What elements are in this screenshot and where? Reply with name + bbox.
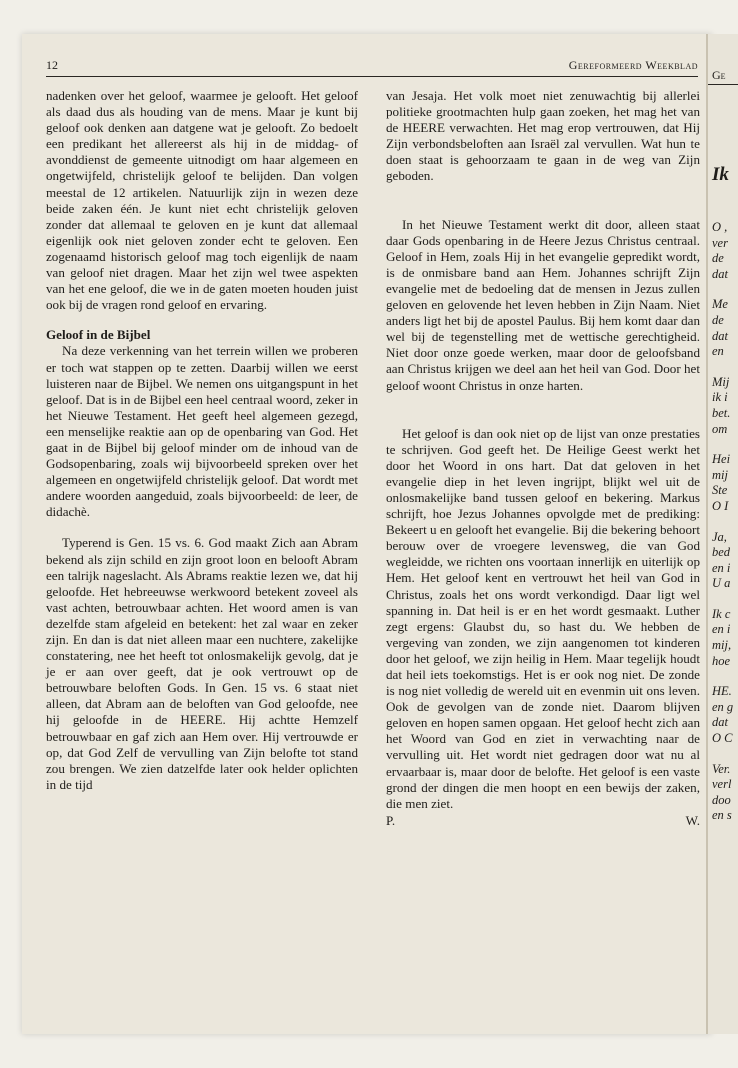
next-page-line: doo [712, 792, 731, 807]
next-page-line: Mij [712, 374, 730, 389]
signature-initial-left: P. [386, 812, 396, 828]
next-page-line: O , [712, 220, 728, 234]
magazine-name: Gereformeerd Weekblad [568, 58, 698, 72]
next-page-line: U a [712, 576, 731, 591]
section-heading: Geloof in de Bijbel [46, 327, 151, 343]
next-page-line: bet. [712, 405, 731, 420]
next-page-line [712, 360, 733, 375]
next-page-line: Hei [712, 452, 731, 467]
next-page-line: ver [712, 235, 728, 250]
next-page-line [712, 437, 733, 452]
next-page-line: Ja, [712, 529, 727, 544]
next-page-rule [708, 84, 738, 85]
next-page-line: en [712, 344, 724, 359]
next-page-line [712, 747, 733, 762]
left-column [46, 88, 358, 793]
next-page-line: HE. [712, 684, 732, 699]
page-header [46, 56, 698, 76]
header-rule [46, 76, 698, 77]
next-page-line: mij [712, 467, 728, 482]
signature-initial-right: W. [685, 812, 700, 828]
next-page-title: Ik [712, 164, 729, 185]
next-page-line: bed [712, 545, 731, 560]
next-page-line [712, 282, 733, 297]
next-page-line: en i [712, 622, 731, 637]
paragraph: van Jesaja. Het volk moet niet zenuwachtig bij allerlei politieke grootmachten hulp gaan zoeken, het mag het van de HEERE verwachten. Het mag erop vertrouwen, dat Hij Zijn verbondsbeloften aan Israël zal vervullen. Wat hun te doen staat is gehoorzaam te gaan in de weg van Zijn geboden. [386, 88, 700, 184]
next-page-line [712, 515, 733, 530]
next-page-line: en g [712, 699, 734, 714]
paragraph: Het geloof is dan ook niet op de lijst van onze prestaties te schrijven. God geeft het. De Heilige Geest werkt het door het Woord in ons hart. Dat dat geloven in het evangelie diep in het leven ingrijpt, blijkt wel uit de onlosmakelijke band tussen geloof en bekering. Markus schrijft, hoe Jezus Johannes opvolgde met de prediking: Bekeert u en gelooft het evangelie. Bij die bekering behoort berouw over de vroegere levensweg, die van God wegleidde, we richten ons voortaan innerlijk en uiterlijk op Hem. Het geloof kent en vertrouwt het heil van God in Christus, zoals het ons wordt verkondigd. Daar ligt wel spanning in. Dat heil is er en het wordt gesmaakt. Luther zegt ergens: Glaubst du, so hast du. We hebben de vergeving van zonden, we zijn aangenomen tot kinderen door het geloof, we zijn heilig in Hem. Maar tegelijk houdt dat heil iets toekomstigs. Het is er ook nog niet. De zonde is nog niet volledig de wereld uit en evenmin uit ons leven. Ook de gevolgen van de zonde niet. Daarom blijven geloven en hopen samen opgaan. Het geloof hecht zich aan het Woord van God en ziet in verwachting naar de vervulling uit. Het wordt niet gedragen door wat nu al ervaarbaar is, maar door de belofte. Het geloof is een vaste grond der dingen die men hoopt en een bewijs der zaken, die men ziet. [386, 425, 700, 811]
next-page-poem [712, 220, 733, 824]
next-page-line: en s [712, 808, 732, 823]
next-page-header: Ge [712, 68, 726, 82]
paragraph: In het Nieuwe Testament werkt dit door, alleen staat daar Gods openbaring in de Heere Jezus Christus centraal. Geloof in Hem, zoals Hij in het evangelie gepredikt wordt, is de onmisbare band aan Hem. Johannes schrijft Zijn evangelie met de bedoeling dat de mensen in Jezus zullen geloven en gelovende het leven hebben in Zijn Naam. Niet anders ligt het bij de apostel Paulus. Bij hem komt daar dan wel bij de tegenstelling met de wettische gerechtigheid. Niet door onze goede werken, maar door de geloofsband aan Christus krijgen we deel aan het heil van God. Door het geloof woont Christus in onze harten. [386, 216, 700, 393]
next-page-edge [708, 34, 738, 1034]
paragraph: nadenken over het geloof, waarmee je gelooft. Het geloof als daad dus als houding van de mens. Maar je kunt bij geloof ook denken aan datgene wat je gelooft. Zo bedoelt een predikant het allereerst als hij in de middag- of avonddienst de gemeente uitnodigt om haar algemeen en ongetwijfeld, christelijk geloof te belijden. Dan volgen meestal de 12 artikelen. Natuurlijk zijn in wezen deze beide zaken één. Je kunt niet echt christelijk geloven zonder dat allemaal te geloven en je kunt dat allemaal eigenlijk ook niet geloven zonder echt te geloven. Een zogenaamd historisch geloof mag toch eigenlijk de naam van geloof niet dragen. Maar het zijn wel twee aspekten van het ene geloof, die we in de gaten moeten houden juist ook bij de vragen rond geloof en ervaring. [46, 88, 358, 313]
next-page-line: de [712, 251, 724, 266]
next-page-line: dat [712, 715, 728, 730]
next-page-line: Me [712, 297, 728, 312]
paragraph: Typerend is Gen. 15 vs. 6. God maakt Zich aan Abram bekend als zijn schild en zijn groot loon en belooft Abram een talrijk nageslacht. Als Abrams reaktie lezen we, dat hij geloofde. Het hebreeuwse werkwoord betekent zoveel als vast achten, betrouwbaar achten. Het woord amen is van dezelfde stam afgeleid en betekent: het zal waar en zeker zijn. En dan is dat niet alleen maar een nuchtere, zakelijke constatering, nee het heeft tot onlosmakelijk gevolg, dat je je er aan over geeft, dat je ook vertrouwt op de betrouwbare beloften Gods. In Gen. 15 vs. 6 staat niet alleen, dat Abram aan de beloften van God geloofde, nee hij geloofde in de HEERE. Hij achtte Hemzelf betrouwbaar en gaf zich aan Hem over. Hij vertrouwde er op, dat God Zelf de vervulling van Zijn belofte tot stand zou brengen. We zien datzelfde later ook helder oplichten in de tijd [46, 535, 358, 792]
next-page-line: de [712, 312, 724, 327]
page-number: 12 [46, 58, 58, 72]
next-page-line: verl [712, 777, 732, 792]
next-page-line: hoe [712, 653, 731, 668]
next-page-line: mij, [712, 638, 732, 653]
next-page-line: Ste [712, 483, 728, 498]
next-page-line: O I [712, 498, 729, 513]
next-page-line: Ver. [712, 761, 731, 776]
next-page-line: dat [712, 266, 728, 281]
middle-column [386, 88, 700, 829]
next-page-line [712, 669, 733, 684]
next-page-line: om [712, 421, 728, 436]
next-page-line: O C [712, 731, 733, 746]
next-page-line: dat [712, 328, 728, 343]
next-page-line: en i [712, 560, 731, 575]
next-page-line: Ik c [712, 606, 731, 621]
paragraph: Na deze verkenning van het terrein willen we proberen er toch wat stappen op te zetten. Daarbij willen we eerst luisteren naar de Bijbel. We nemen ons uitgangspunt in het geloof. Dat is in de Bijbel een heel centraal woord, zeker in het Nieuwe Testament. Het geeft heel algemeen gezegd, een menselijke reaktie aan op de openbaring van God. Het gaat in de Bijbel bij geloof minder om de inhoud van de Godsopenbaring, zoals wij bijvoorbeeld spreken over het algemeen en ongetwijfeld christelijk geloof. Dat wordt met andere woorden aangeduid, zoals bijvoorbeeld: de leer, de didachè. [46, 343, 358, 520]
next-page-line: ik i [712, 390, 728, 405]
next-page-line [712, 592, 733, 607]
author-signature [386, 813, 700, 829]
